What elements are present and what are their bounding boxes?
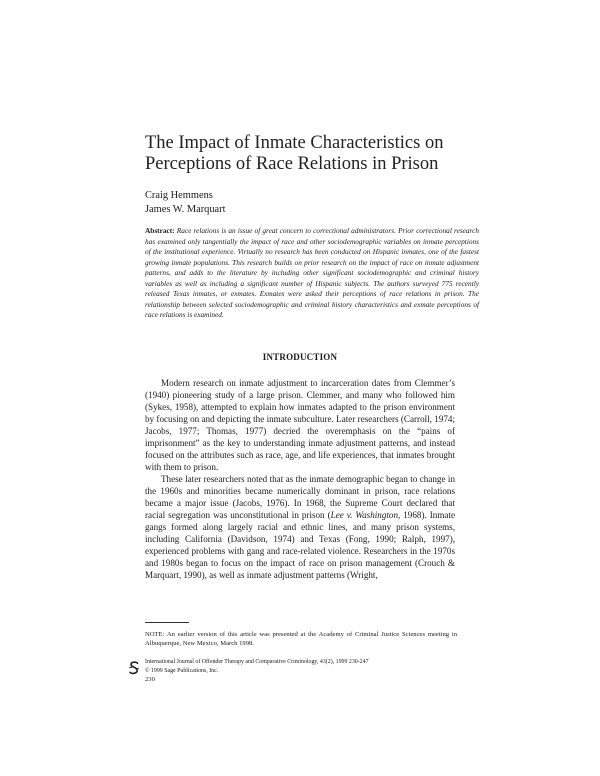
body-text — [145, 377, 455, 581]
paragraph — [145, 473, 455, 581]
sage-logo-icon — [128, 661, 140, 675]
paragraph: Modern research on inmate adjustment to incarceration dates from Clemmer’s (1940) pioneering study of a large prison. Clemmer, and many who followed him (Sykes, 1958), attempted to explain how inmates adapted to the prison environment by focusing on and depicting the inmate subculture. Later researchers (Carroll, 1974; Jacobs, 1977; Thomas, 1977) decried the overemphasis on the “pains of imprisonment” as the key to understanding inmate adjustment patterns, and instead focused on the attributes such as race, age, and life experiences, that inmates brought with them to prison. — [145, 378, 455, 472]
author-list — [145, 189, 226, 217]
title-line-2: Perceptions of Race Relations in Prison — [145, 154, 439, 174]
page-number: 230 — [145, 676, 155, 683]
footnote-divider — [145, 622, 189, 623]
journal-citation: International Journal of Offender Therapy and Comparative Criminology, 43(2), 1999 230-247 — [145, 659, 369, 665]
copyright: © 1999 Sage Publications, Inc. — [145, 668, 219, 674]
journal-info — [145, 658, 465, 676]
author-name: Craig Hemmens — [145, 190, 213, 201]
abstract-label: Abstract: — [145, 226, 175, 235]
abstract — [145, 226, 479, 321]
abstract-text: Race relations is an issue of great concern to correctional administrators. Prior correctional research has examined only tangentially the impact of race and other sociodemographic variables on inmate perceptions of the institutional experience. Virtually no research has been conducted on Hispanic inmates, one of the fastest growing inmate populations. This research builds on prior research on the impact of race on inmate adjustment patterns, and adds to the literature by including other significant sociodemographic and criminal history variables as well as including a significant number of Hispanic subjects. The authors surveyed 775 recently released Texas inmates, or exmates. Exmates were asked their perceptions of race relations in prison. The relationship between selected sociodemographic and criminal history characteristics and exmate perceptions of race relations is examined. — [145, 226, 480, 319]
case-citation: Lee v. Washington — [330, 510, 398, 520]
article-title — [145, 133, 505, 175]
paragraph-text: These later researchers noted that as the inmate demographic began to change in the 1960s and minorities became numerically dominant in prison, race relations became a major issue (Jacobs, 1976). In 1968, the Supreme Court declared that racial segregation was unconstitutional in prison ( — [145, 474, 455, 520]
section-heading: INTRODUCTION — [262, 352, 338, 362]
title-line-1: The Impact of Inmate Characteristics on — [145, 133, 444, 153]
author-name: James W. Marquart — [145, 204, 226, 215]
paragraph-text: , 1968). Inmate gangs formed along largely racial and ethnic lines, and many prison systems, including California (Davidson, 1974) and Texas (Fong, 1990; Ralph, 1997), experienced problems with gang and race-related violence. Researchers in the 1970s and 1980s began to focus on the impact of race on prison management (Crouch & Marquart, 1990), as well as inmate adjustment patterns (Wright, — [145, 510, 455, 580]
footnote: NOTE: An earlier version of this article was presented at the Academy of Criminal Justice Sciences meeting in Albuquerque, New Mexico, March 1998. — [145, 631, 457, 647]
